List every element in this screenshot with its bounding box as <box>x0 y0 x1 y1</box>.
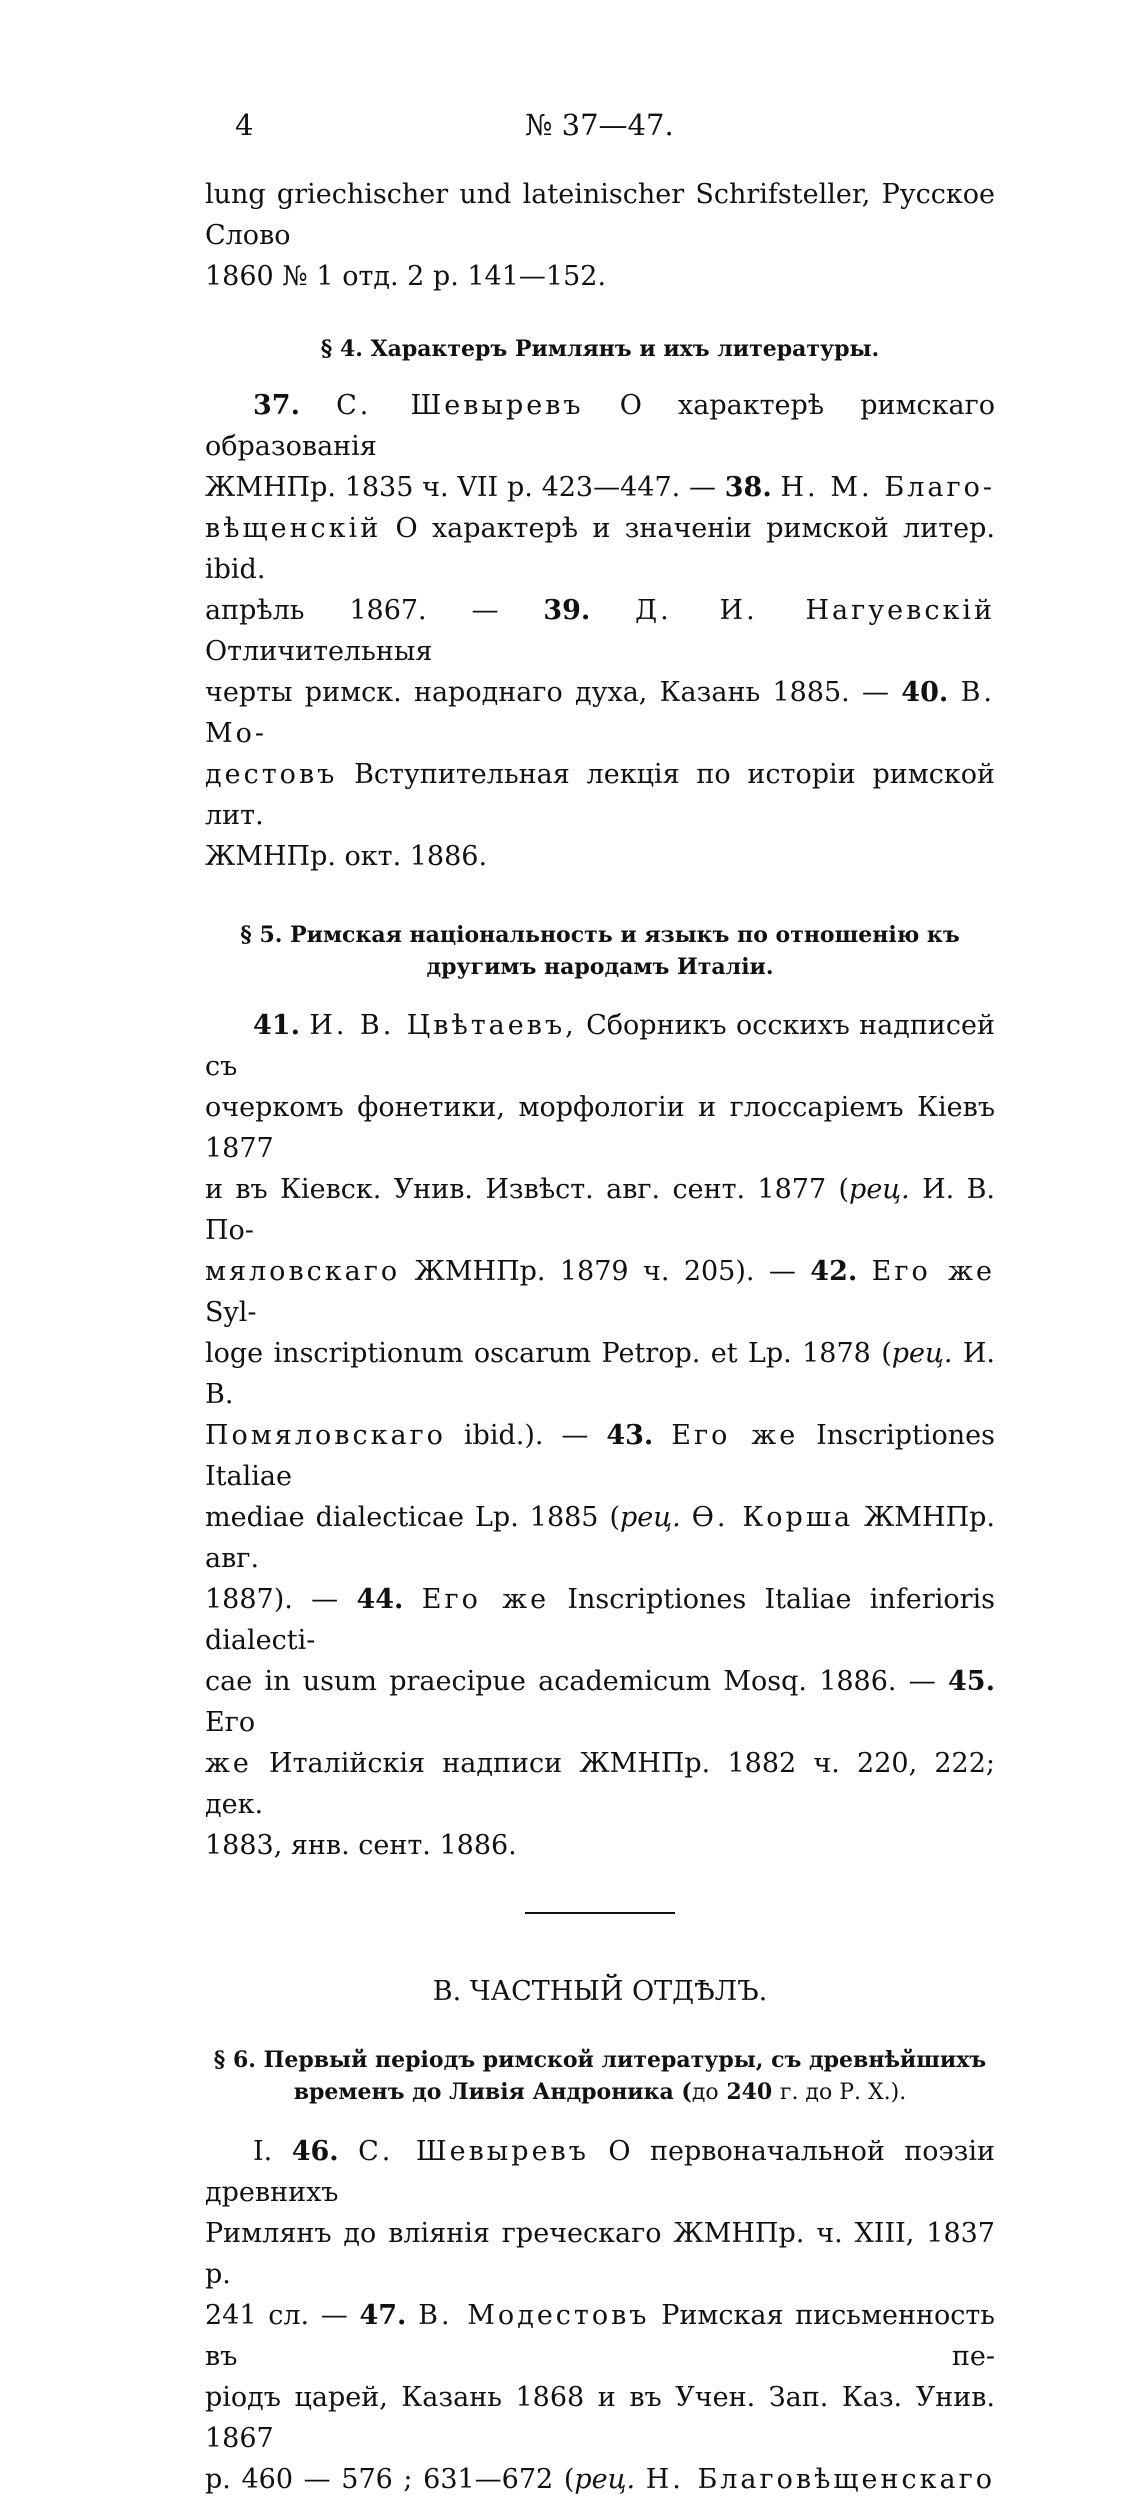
entry-text: И. В. По- <box>205 1174 995 1246</box>
author: С. Шевыревъ <box>336 390 584 421</box>
entry-text: О характерѣ римскаго образованія <box>205 390 995 462</box>
author: же <box>205 1748 252 1779</box>
text-line <box>205 2131 995 2213</box>
text-line: очеркомъ фонетики, морфологіи и глоссаріемъ Кіевъ 1877 <box>205 1092 995 1164</box>
text-line: ріодъ царей, Казань 1868 и въ Учен. Зап. Каз. Унив. 1867 <box>205 2382 995 2454</box>
review-abbrev: рец. <box>849 1174 910 1205</box>
text-line <box>205 2459 995 2500</box>
entry-text: апрѣль 1867. — <box>205 595 499 626</box>
review-abbrev: рец. <box>620 1502 681 1533</box>
entry-text: ibid.). — <box>463 1420 589 1451</box>
section-heading-6 <box>205 2044 995 2109</box>
heading-text: 240 <box>726 2079 773 2105</box>
entry-text: Inscriptiones Italiae inferioris dialecti- <box>205 1584 995 1656</box>
text-line <box>205 1743 995 1825</box>
entry-text: Италійскія надписи ЖМНПр. 1882 ч. 220, 222; дек. <box>205 1748 995 1820</box>
entry-number: 40. <box>901 677 949 708</box>
entry-text: loge inscriptionum oscarum Petrop. et Lp. 1878 ( <box>205 1338 892 1369</box>
entry-text: Вступительная лекція по исторіи римской лит. <box>205 759 995 831</box>
text-line: 1860 № 1 отд. 2 р. 141—152. <box>205 261 607 292</box>
entry-number: 42. <box>810 1256 858 1287</box>
page <box>205 108 995 2500</box>
intro-continuation <box>205 174 995 297</box>
heading-line: другимъ народамъ Италіи. <box>426 954 774 980</box>
text-line <box>205 1661 995 1743</box>
entry-number: 41. <box>253 1010 300 1041</box>
text-line <box>205 1169 995 1251</box>
section-4-entries <box>205 385 995 877</box>
author: Н. Благовѣщенскаго <box>645 2464 995 2495</box>
text-line <box>205 2295 995 2377</box>
entry-text: р. 460 — 576 ; 631—672 ( <box>205 2464 575 2495</box>
author: С. Шевыревъ <box>358 2136 589 2167</box>
entry-text: mediae dialecticae Lp. 1885 ( <box>205 1502 621 1533</box>
author: Его же <box>671 1420 799 1451</box>
author: В. Мо- <box>205 677 995 749</box>
author: Его же <box>871 1256 995 1287</box>
running-header <box>205 108 995 152</box>
section-6-entries <box>205 2131 995 2500</box>
author: Помяловскаго <box>205 1420 446 1451</box>
text-line <box>205 385 995 467</box>
entry-text: и въ Кіевск. Унив. Извѣст. авг. сент. 1877 ( <box>205 1174 850 1205</box>
entry-number: 37. <box>253 390 300 421</box>
heading-line <box>205 2076 995 2109</box>
text-line <box>205 1497 995 1579</box>
text-line <box>205 508 995 590</box>
heading-line: § 6. Первый періодъ римской литературы, съ древнѣйшихъ <box>213 2047 987 2073</box>
entry-text: ЖМНПр. 1835 ч. VII р. 423—447. — <box>205 472 716 503</box>
author: вѣщенскій <box>205 513 382 544</box>
author: Его же <box>421 1584 550 1615</box>
department-title: В. ЧАСТНЫЙ ОТДѢЛЪ. <box>432 1976 768 2007</box>
entry-text: I. <box>253 2136 273 2167</box>
entry-number: 39. <box>543 595 591 626</box>
entry-text: черты римск. народнаго духа, Казань 1885. — <box>205 677 890 708</box>
author: мяловскаго <box>205 1256 401 1287</box>
entry-text: 1887). — <box>205 1584 339 1615</box>
text-line <box>205 1415 995 1497</box>
section-5-entries <box>205 1005 995 1866</box>
entry-text: И. В. <box>205 1338 995 1410</box>
text-line <box>205 1333 995 1415</box>
entry-number: 45. <box>948 1666 995 1697</box>
heading-text: временъ до Ливія Андроника ( <box>293 2079 692 2105</box>
text-line <box>205 1005 995 1087</box>
entry-text: Inscriptiones Italiae <box>205 1420 995 1492</box>
divider-rule <box>525 1912 675 1914</box>
entry-number: 43. <box>606 1420 654 1451</box>
entry-text: Сборникъ осскихъ надписей съ <box>205 1010 995 1082</box>
author: Ѳ. Корша <box>691 1502 854 1533</box>
entry-text: Его <box>205 1707 256 1738</box>
entry-text: cae in usum praecipue academicum Mosq. 1886. — <box>205 1666 936 1697</box>
author: И. В. Цвѣтаевъ, <box>309 1010 577 1041</box>
author: Н. М. Благо- <box>780 472 995 503</box>
text-line: lung griechischer und lateinischer Schrifsteller, Русское Слово <box>205 179 995 251</box>
author: дестовъ <box>205 759 338 790</box>
text-line: 1883, янв. сент. 1886. <box>205 1830 517 1861</box>
heading-text: г. до Р. Х.). <box>779 2080 907 2105</box>
entry-text: ЖМНПр. авг. <box>205 1502 995 1574</box>
text-line <box>205 1251 995 1333</box>
entry-number: 47. <box>359 2300 407 2331</box>
author: Д. И. Нагуевскій <box>635 595 995 626</box>
entry-text: Римская письменность въ пе- <box>205 2300 995 2372</box>
review-abbrev: рец. <box>574 2464 636 2495</box>
entry-text: О характерѣ и значеніи римской литер. ibid. <box>205 513 995 585</box>
section-heading-5 <box>205 919 995 983</box>
section-heading-4: § 4. Характеръ Римлянъ и ихъ литературы. <box>320 336 880 362</box>
entry-text: ЖМНПр. 1879 ч. 205). — <box>414 1256 796 1287</box>
entry-number: 38. <box>724 472 772 503</box>
text-line: Римлянъ до вліянія греческаго ЖМНПр. ч. XIII, 1837 р. <box>205 2218 995 2290</box>
text-line <box>205 1579 995 1661</box>
page-number: 4 <box>235 108 254 142</box>
review-abbrev: рец. <box>891 1338 953 1369</box>
text-line <box>205 754 995 836</box>
author: В. Модестовъ <box>418 2300 650 2331</box>
entry-range: № 37—47. <box>525 108 674 142</box>
entry-number: 46. <box>291 2136 339 2167</box>
heading-text: до <box>691 2080 719 2105</box>
heading-line: § 5. Римская національность и языкъ по отношенію къ <box>240 922 960 948</box>
text-line: ЖМНПр. окт. 1886. <box>205 841 488 872</box>
entry-text: Отличительныя <box>205 636 433 667</box>
text-line <box>205 672 995 754</box>
entry-text: О первоначальной поэзіи древнихъ <box>205 2136 996 2208</box>
entry-text: 241 сл. — <box>205 2300 348 2331</box>
entry-number: 44. <box>356 1584 404 1615</box>
text-line <box>205 467 995 508</box>
text-line <box>205 590 995 672</box>
entry-text: Syl- <box>205 1297 257 1328</box>
